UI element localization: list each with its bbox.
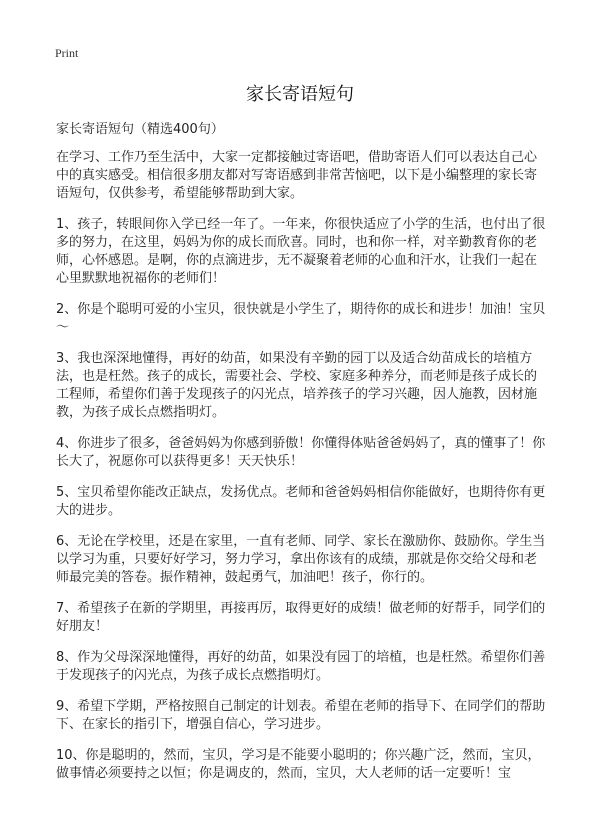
article-body bbox=[56, 149, 548, 796]
list-item: 3、我也深深地懂得，再好的幼苗，如果没有辛勤的园丁以及适合幼苗成长的培植方法，也是枉然。孩子的成长，需要社会、学校、家庭多种养分，而老师是孩子成长的工程师，希望你们善于发现孩子的闪光点，培养孩子的学习兴趣，因人施教，因材施教，为孩子成长点燃指明灯。 bbox=[56, 351, 538, 420]
list-item: 6、无论在学校里，还是在家里，一直有老师、同学、家长在激励你、鼓励你。学生当以学习为重，只要好好学习，努力学习，拿出你该有的成绩，那就是你交给父母和老师最完美的答卷。振作精神，鼓起勇气，加油吧！孩子，你行的。 bbox=[56, 534, 546, 585]
list-item: 7、希望孩子在新的学期里，再接再厉，取得更好的成绩！做老师的好帮手，同学们的好朋友！ bbox=[56, 601, 546, 634]
list-item: 4、你进步了很多，爸爸妈妈为你感到骄傲！你懂得体贴爸爸妈妈了，真的懂事了！你长大了，祝愿你可以获得更多！天天快乐！ bbox=[56, 436, 546, 469]
list-item: 5、宝贝希望你能改正缺点，发扬优点。老师和爸爸妈妈相信你能做好，也期待你有更大的进步。 bbox=[56, 485, 546, 518]
list-item: 8、作为父母深深地懂得，再好的幼苗，如果没有园丁的培植，也是枉然。希望你们善于发现孩子的闪光点，为孩子成长点燃指明灯。 bbox=[56, 650, 546, 683]
list-item: 10、你是聪明的，然而，宝贝，学习是不能要小聪明的；你兴趣广泛，然而，宝贝，做事情必须要持之以恒；你是调皮的，然而，宝贝，大人老师的话一定要听！宝 bbox=[56, 748, 541, 781]
document-subtitle: 家长寄语短句（精选400句） bbox=[56, 122, 224, 137]
page-title: 家长寄语短句 bbox=[246, 84, 354, 105]
print-link[interactable]: Print bbox=[55, 46, 79, 60]
intro-paragraph: 在学习、工作乃至生活中，大家一定都接触过寄语吧，借助寄语人们可以表达自己心中的真实感受。相信很多朋友都对写寄语感到非常苦恼吧，以下是小编整理的家长寄语短句，仅供参考，希望能够帮助到大家。 bbox=[56, 150, 538, 201]
list-item: 2、你是个聪明可爱的小宝贝，很快就是小学生了，期待你的成长和进步！加油！宝贝～ bbox=[56, 302, 546, 335]
list-item: 1、孩子，转眼间你入学已经一年了。一年来，你很快适应了小学的生活，也付出了很多的努力，在这里，妈妈为你的成长而欣喜。同时，也和你一样，对辛勤教育你的老师，心怀感恩。是啊，你的点滴进步，无不凝聚着老师的心血和汗水，让我们一起在心里默默地祝福你的老师们！ bbox=[56, 217, 546, 286]
list-item: 9、希望下学期，严格按照自己制定的计划表。希望在老师的指导下、在同学们的帮助下、在家长的指引下，增强自信心，学习进步。 bbox=[56, 699, 546, 732]
